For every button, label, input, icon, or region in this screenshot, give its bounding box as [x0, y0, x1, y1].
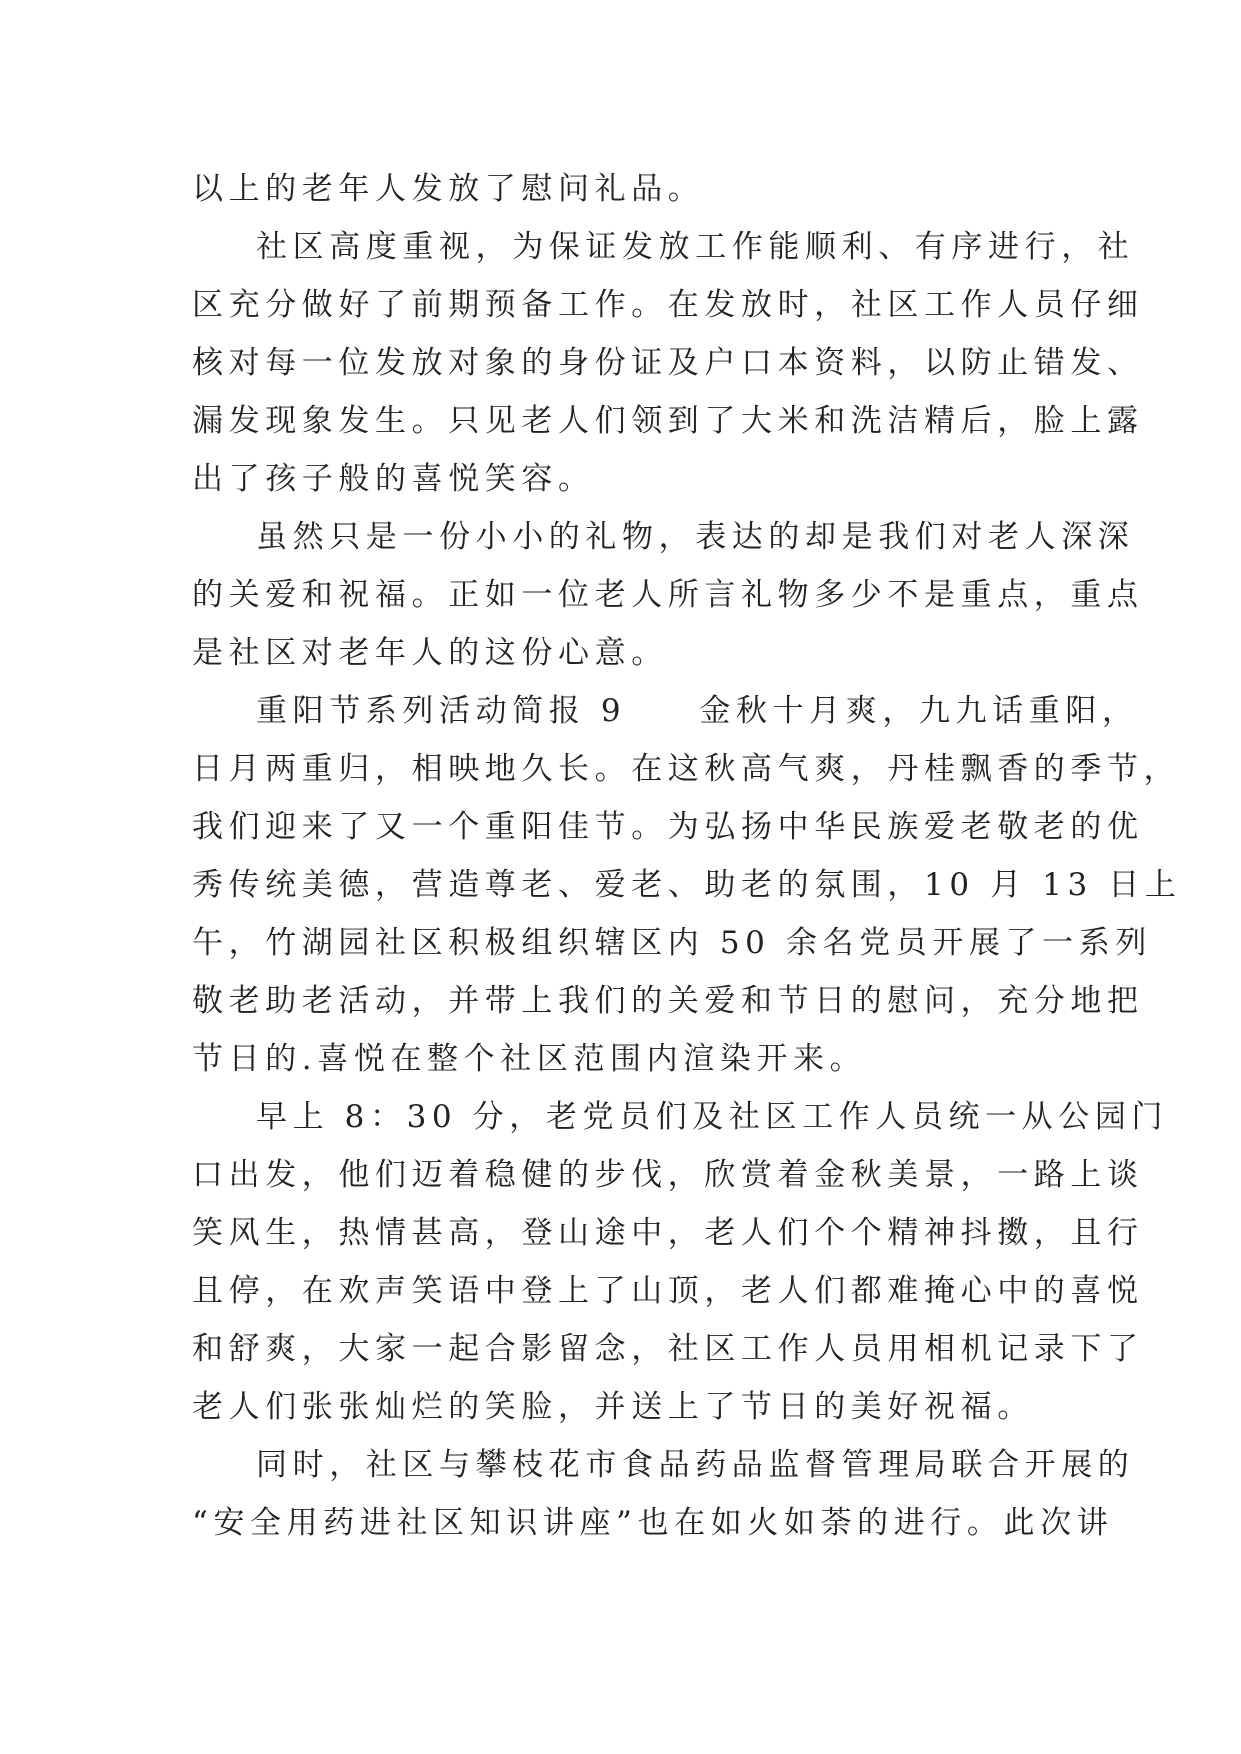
- text-line: 区充分做好了前期预备工作。在发放时，社区工作人员仔细: [192, 287, 1144, 323]
- text-line: 早上 8：30 分，老党员们及社区工作人员统一从公园门: [256, 1099, 1169, 1135]
- text-line: 重阳节系列活动简报 9 金秋十月爽，九九话重阳，: [256, 693, 1139, 729]
- text-line: 且停，在欢声笑语中登上了山顶，老人们都难掩心中的喜悦: [192, 1273, 1144, 1309]
- text-line: 是社区对老年人的这份心意。: [192, 635, 668, 671]
- text-line: 漏发现象发生。只见老人们领到了大米和洗洁精后，脸上露: [192, 403, 1144, 439]
- text-line: 以上的老年人发放了慰问礼品。: [192, 171, 705, 207]
- body-text: [192, 160, 1182, 1552]
- text-line: 秀传统美德，营造尊老、爱老、助老的氛围，10 月 13 日上: [192, 867, 1182, 903]
- text-line: 口出发，他们迈着稳健的步伐，欣赏着金秋美景，一路上谈: [192, 1157, 1144, 1193]
- text-line: 节日的.喜悦在整个社区范围内渲染开来。: [192, 1041, 867, 1077]
- text-line: 日月两重归，相映地久长。在这秋高气爽，丹桂飘香的季节，: [192, 751, 1181, 787]
- text-line: 笑风生，热情甚高，登山途中，老人们个个精神抖擞，且行: [192, 1215, 1144, 1251]
- text-line: 老人们张张灿烂的笑脸，并送上了节日的美好祝福。: [192, 1389, 1034, 1425]
- text-line: 出了孩子般的喜悦笑容。: [192, 461, 595, 497]
- text-line: 同时，社区与攀枝花市食品药品监督管理局联合开展的: [256, 1447, 1135, 1483]
- text-line: 午，竹湖园社区积极组织辖区内 50 余名党员开展了一系列: [192, 925, 1152, 961]
- text-line: 核对每一位发放对象的身份证及户口本资料，以防止错发、: [192, 345, 1144, 381]
- text-line: 的关爱和祝福。正如一位老人所言礼物多少不是重点，重点: [192, 577, 1144, 613]
- text-line: 我们迎来了又一个重阳佳节。为弘扬中华民族爱老敬老的优: [192, 809, 1144, 845]
- text-line: “安全用药进社区知识讲座”也在如火如荼的进行。此次讲: [192, 1505, 1114, 1541]
- text-line: 虽然只是一份小小的礼物，表达的却是我们对老人深深: [256, 519, 1135, 555]
- text-line: 社区高度重视，为保证发放工作能顺利、有序进行，社: [256, 229, 1135, 265]
- text-line: 敬老助老活动，并带上我们的关爱和节日的慰问，充分地把: [192, 983, 1144, 1019]
- text-line: 和舒爽，大家一起合影留念，社区工作人员用相机记录下了: [192, 1331, 1144, 1367]
